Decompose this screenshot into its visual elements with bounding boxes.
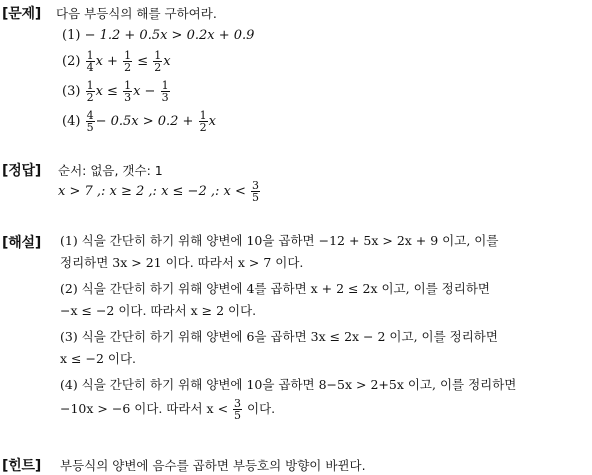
answer-summary: 순서: 없음, 갯수: 1 — [58, 163, 163, 178]
explanation-body — [60, 230, 592, 421]
problem-instruction: 다음 부등식의 해를 구하여라. — [56, 6, 217, 21]
problem-item-4: (4) $\frac{4}{5}$ − 0.5x > 0.2 + $\frac{1}{2}$ x — [62, 109, 216, 134]
answer-solutions: x > 7 ,: x ≥ 2 ,: x ≤ −2 ,: x < $\frac{3}{5}$ — [58, 179, 259, 204]
explanation-line: −x ≤ −2 이다. 따라서 x ≥ 2 이다. — [60, 303, 257, 318]
answer-tag: [정답] — [2, 163, 42, 179]
problem-item-3: (3) $\frac{1}{2}$ x ≤ $\frac{1}{3}$ x − $\frac{1}{3}$ — [62, 79, 169, 104]
explanation-line: x ≤ −2 이다. — [60, 351, 136, 366]
explanation-line: (1) 식을 간단히 하기 위해 양변에 10을 곱하면 −12 + 5x > 2x + 9 이고, 이를 — [60, 233, 499, 248]
explanation-line: 정리하면 3x > 21 이다. 따라서 x > 7 이다. — [60, 255, 304, 270]
explanation-line: (2) 식을 간단히 하기 위해 양변에 4를 곱하면 x + 2 ≤ 2x 이고, 이를 정리하면 — [60, 281, 490, 296]
problem-item-1: (1) − 1.2 + 0.5x > 0.2x + 0.9 — [62, 28, 255, 43]
explanation-line: (4) 식을 간단히 하기 위해 양변에 10을 곱하면 8−5x > 2+5x 이고, 이를 정리하면 — [60, 377, 517, 392]
explanation-line: (3) 식을 간단히 하기 위해 양변에 6을 곱하면 3x ≤ 2x − 2 이고, 이를 정리하면 — [60, 329, 498, 344]
explanation-line: −10x > −6 이다. 따라서 x < $\frac{3}{5}$ 이다. — [60, 397, 276, 422]
explanation-tag: [해설] — [2, 235, 42, 251]
problem-tag: [문제] — [2, 6, 42, 22]
hint-text: 부등식의 양변에 음수를 곱하면 부등호의 방향이 바뀐다. — [60, 458, 366, 473]
hint-tag: [힌트] — [2, 458, 42, 474]
problem-item-2: (2) $\frac{1}{4}$ x + $\frac{1}{2}$ ≤ $\frac{1}{2}$ x — [62, 49, 171, 74]
